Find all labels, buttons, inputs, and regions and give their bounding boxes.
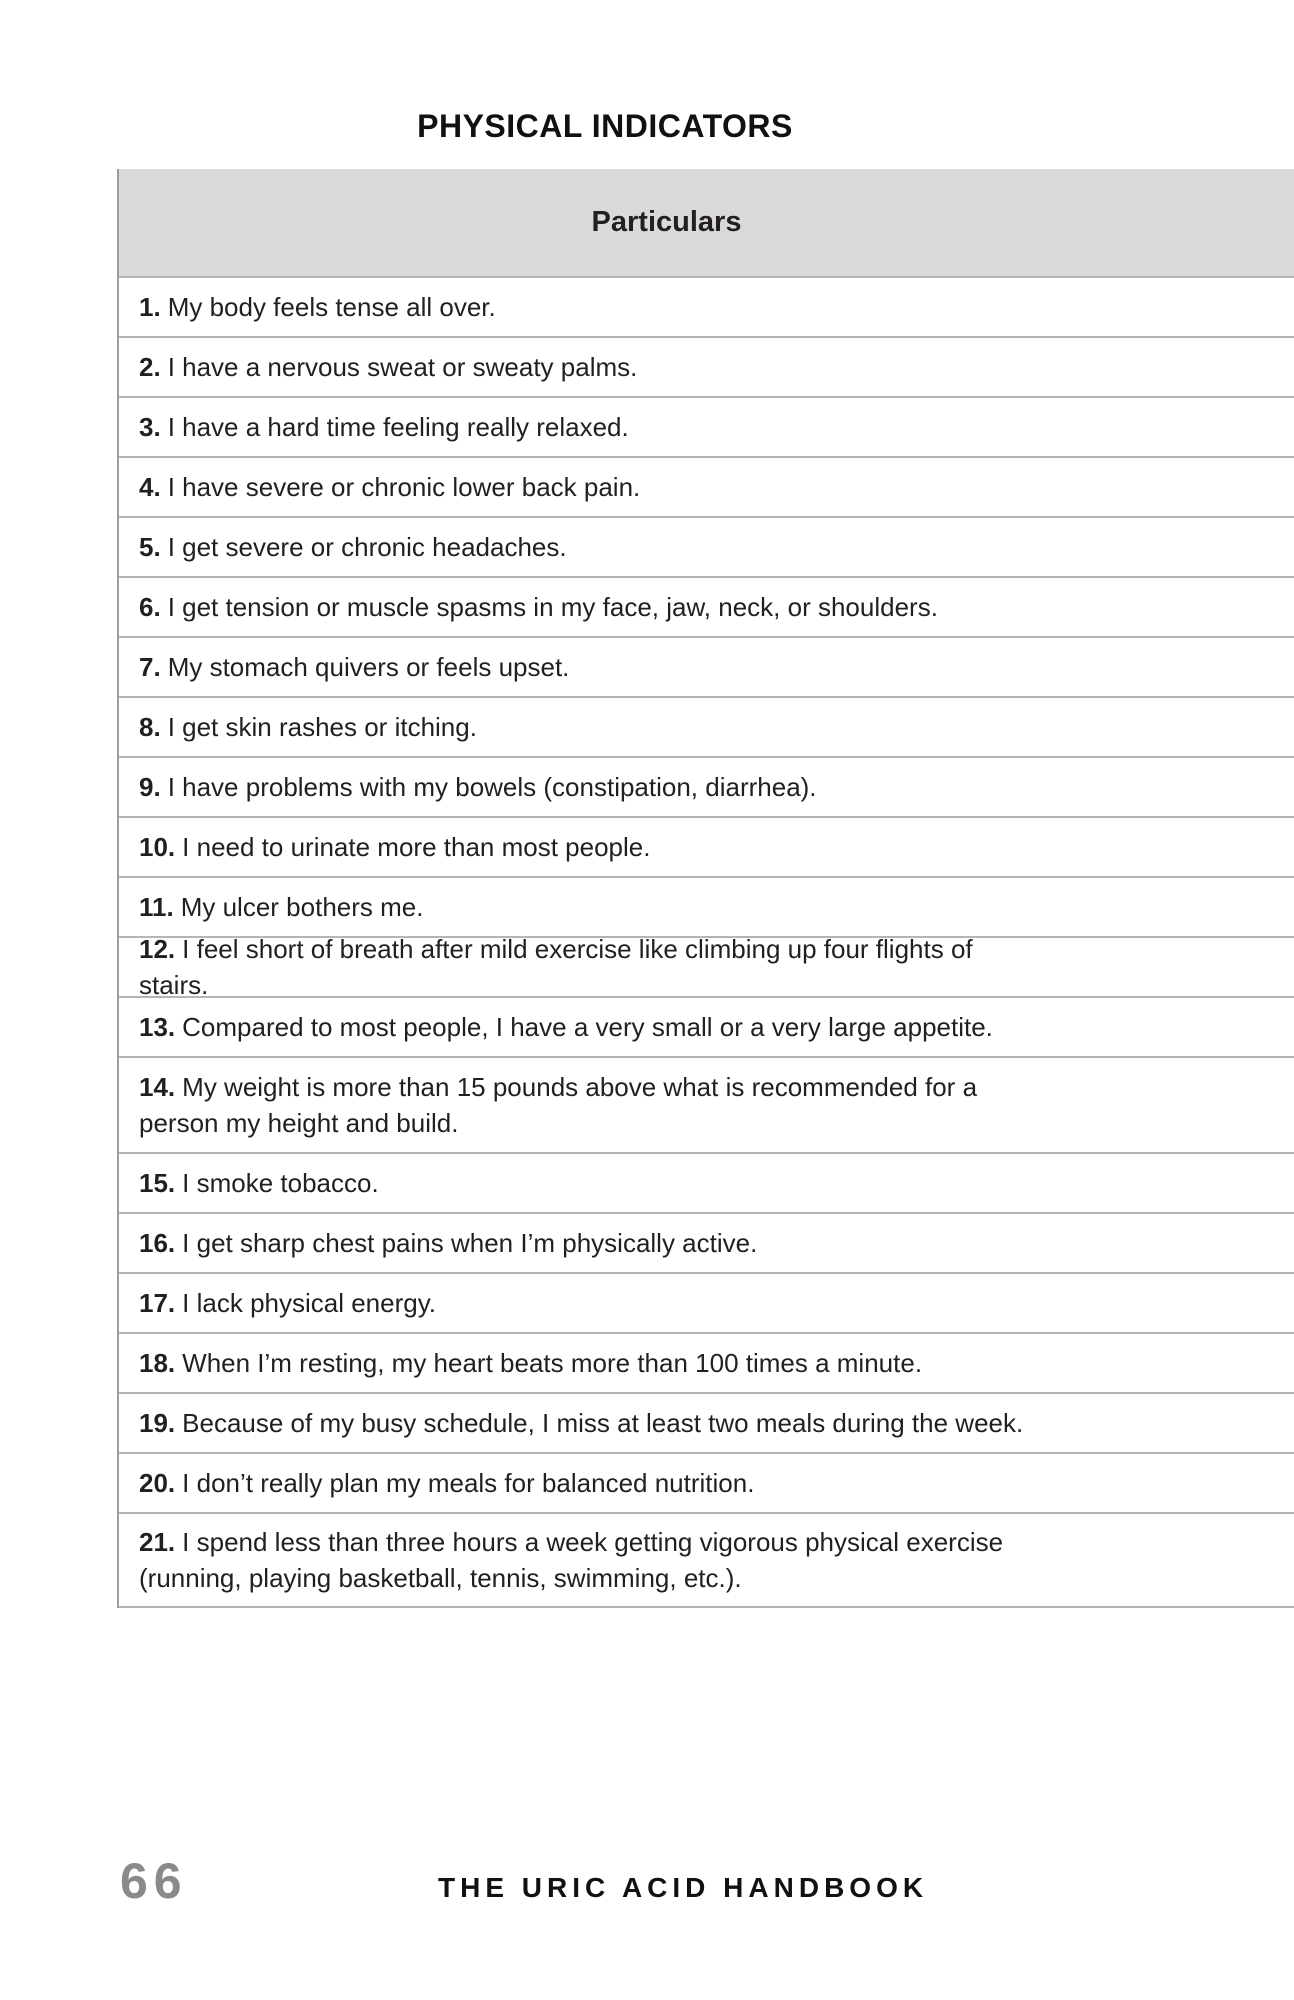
table-row <box>119 456 1294 516</box>
row-number: 3. <box>139 412 161 442</box>
table-row <box>119 1056 1294 1152</box>
row-statement: I get tension or muscle spasms in my face, jaw, neck, or shoulders. <box>167 592 938 622</box>
row-text <box>139 529 567 565</box>
row-statement: Because of my busy schedule, I miss at least two meals during the week. <box>182 1408 1024 1438</box>
table-row <box>119 516 1294 576</box>
row-number: 9. <box>139 772 161 802</box>
row-number: 10. <box>139 832 176 862</box>
row-text <box>139 769 817 805</box>
row-text <box>139 1069 1039 1141</box>
page-title: PHYSICAL INDICATORS <box>417 108 793 144</box>
row-text <box>139 1009 993 1045</box>
row-number: 7. <box>139 652 161 682</box>
row-statement: I need to urinate more than most people. <box>182 832 651 862</box>
row-statement: I get sharp chest pains when I’m physically active. <box>182 1228 758 1258</box>
row-text <box>139 589 938 625</box>
row-statement: My stomach quivers or feels upset. <box>167 652 570 682</box>
table-row <box>119 696 1294 756</box>
table-row <box>119 1392 1294 1452</box>
table-row <box>119 1452 1294 1512</box>
table-row <box>119 1152 1294 1212</box>
column-header-particulars: Particulars <box>591 206 742 238</box>
row-text <box>139 469 640 505</box>
table-row <box>119 816 1294 876</box>
table-row <box>119 576 1294 636</box>
row-statement: I spend less than three hours a week getting vigorous physical exercise (running, playing basketball, tennis, swimming, etc.). <box>139 1527 1004 1593</box>
row-number: 12. <box>139 934 176 964</box>
row-statement: I get severe or chronic headaches. <box>167 532 567 562</box>
row-number: 5. <box>139 532 161 562</box>
row-text <box>139 1524 1039 1596</box>
row-number: 4. <box>139 472 161 502</box>
row-text <box>139 1165 379 1201</box>
row-statement: I have severe or chronic lower back pain. <box>167 472 641 502</box>
page-number: 66 <box>120 1853 188 1909</box>
book-title: THE URIC ACID HANDBOOK <box>438 1872 929 1903</box>
row-number: 2. <box>139 352 161 382</box>
row-text <box>139 1465 754 1501</box>
row-statement: I get skin rashes or itching. <box>167 712 477 742</box>
row-statement: My ulcer bothers me. <box>180 892 424 922</box>
row-text <box>139 889 423 925</box>
row-text <box>139 709 477 745</box>
row-number: 1. <box>139 292 161 322</box>
table-body <box>119 276 1294 1608</box>
row-number: 8. <box>139 712 161 742</box>
table-row <box>119 996 1294 1056</box>
row-statement: I feel short of breath after mild exercise like climbing up four flights of stairs. <box>139 934 973 1000</box>
row-statement: I lack physical energy. <box>182 1288 437 1318</box>
row-text <box>139 409 629 445</box>
row-number: 15. <box>139 1168 176 1198</box>
row-number: 13. <box>139 1012 176 1042</box>
row-number: 17. <box>139 1288 176 1318</box>
row-number: 18. <box>139 1348 176 1378</box>
table-row <box>119 1212 1294 1272</box>
row-statement: My body feels tense all over. <box>167 292 496 322</box>
table-row <box>119 876 1294 936</box>
row-number: 19. <box>139 1408 176 1438</box>
row-statement: When I’m resting, my heart beats more than 100 times a minute. <box>182 1348 923 1378</box>
table-row <box>119 1332 1294 1392</box>
table-row <box>119 756 1294 816</box>
table-header <box>119 169 1294 276</box>
table-row <box>119 396 1294 456</box>
row-statement: I have a hard time feeling really relaxed. <box>167 412 629 442</box>
row-number: 6. <box>139 592 161 622</box>
row-statement: My weight is more than 15 pounds above what is recommended for a person my height and build. <box>139 1072 978 1138</box>
row-statement: I have a nervous sweat or sweaty palms. <box>167 352 638 382</box>
row-text <box>139 1285 436 1321</box>
row-text <box>139 349 637 385</box>
row-text <box>139 1405 1023 1441</box>
row-statement: I have problems with my bowels (constipation, diarrhea). <box>167 772 817 802</box>
table-row <box>119 1512 1294 1608</box>
row-text <box>139 931 1039 1003</box>
row-number: 20. <box>139 1468 176 1498</box>
row-statement: I don’t really plan my meals for balanced nutrition. <box>182 1468 755 1498</box>
row-number: 14. <box>139 1072 176 1102</box>
row-statement: Compared to most people, I have a very small or a very large appetite. <box>182 1012 993 1042</box>
table-row <box>119 636 1294 696</box>
table-row <box>119 1272 1294 1332</box>
table-row <box>119 336 1294 396</box>
row-text <box>139 649 569 685</box>
row-number: 11. <box>139 892 174 922</box>
row-text <box>139 289 496 325</box>
particulars-table <box>117 169 1294 1608</box>
table-row <box>119 934 1294 1000</box>
row-number: 16. <box>139 1228 176 1258</box>
row-text <box>139 829 650 865</box>
row-text <box>139 1225 757 1261</box>
row-text <box>139 1345 922 1381</box>
row-statement: I smoke tobacco. <box>182 1168 379 1198</box>
table-row <box>119 276 1294 336</box>
row-number: 21. <box>139 1527 176 1557</box>
